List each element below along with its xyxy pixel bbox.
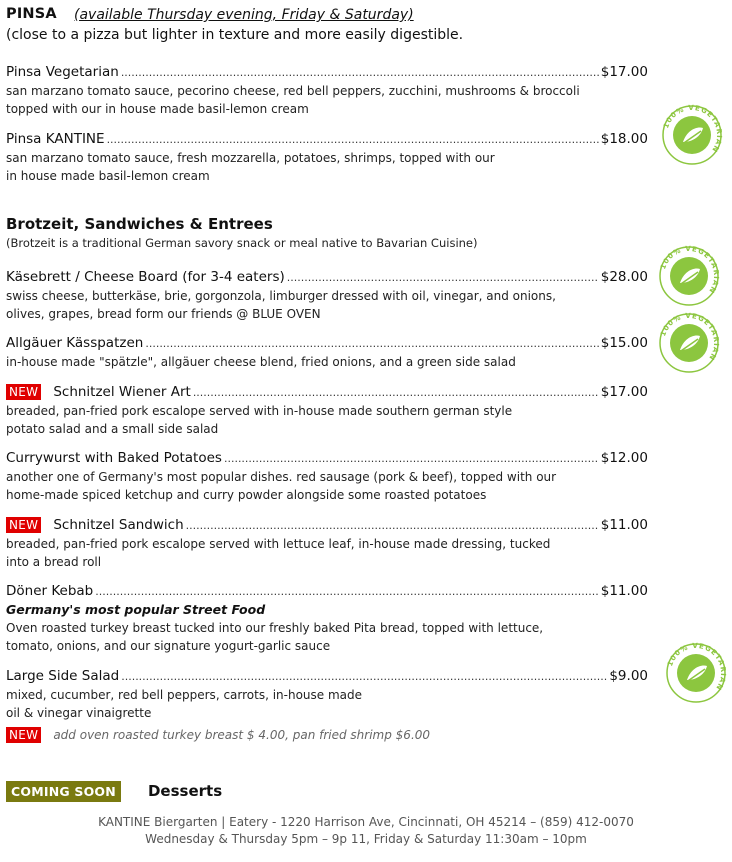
salad-addon <box>6 724 430 743</box>
menu-item-side-salad <box>6 668 648 684</box>
item-description: san marzano tomato sauce, fresh mozzarella, potatoes, shrimps, topped with our in house made basil-lemon cream <box>6 151 495 183</box>
item-name: Allgäuer Kässpatzen <box>6 335 144 351</box>
item-description: breaded, pan-fried pork escalope served with lettuce leaf, in-house made dressing, tucked into a bread roll <box>6 537 551 569</box>
menu-item-currywurst <box>6 450 648 466</box>
item-tagline: Germany's most popular Street Food <box>6 602 266 617</box>
pinsa-availability: (available Thursday evening, Friday & Saturday) <box>74 7 414 23</box>
item-description: breaded, pan-fried pork escalope served with in-house made southern german style potato salad and a small side salad <box>6 404 513 436</box>
item-description: in-house made "spätzle", allgäuer cheese blend, fried onions, and a green side salad <box>6 355 516 369</box>
menu-item-cheese-board <box>6 269 648 285</box>
item-description: san marzano tomato sauce, pecorino cheese, red bell peppers, zucchini, mushrooms & broccoli topped with our in house made basil-lemon cream <box>6 84 580 116</box>
item-price: $18.00 <box>600 131 648 147</box>
section-note: (Brotzeit is a traditional German savory snack or meal native to Bavarian Cuisine) <box>6 236 478 250</box>
pinsa-intro: (close to a pizza but lighter in texture and more easily digestible. <box>6 27 464 43</box>
item-name: Currywurst with Baked Potatoes <box>6 450 222 466</box>
item-price: $9.00 <box>609 668 648 684</box>
item-description: Oven roasted turkey breast tucked into our freshly baked Pita bread, topped with lettuce, tomato, onions, and our signature yogurt-garlic sauce <box>6 621 544 653</box>
section-title-brotzeit: Brotzeit, Sandwiches & Entrees <box>6 215 273 233</box>
item-name: Large Side Salad <box>6 668 120 684</box>
new-badge: NEW <box>6 384 41 400</box>
item-price: $12.00 <box>600 450 648 466</box>
vegetarian-badge-icon <box>658 245 720 307</box>
item-description: mixed, cucumber, red bell peppers, carrots, in-house made oil & vinegar vinaigrette <box>6 688 363 720</box>
new-badge: NEW <box>6 517 41 533</box>
item-name: Schnitzel Wiener Art <box>53 384 191 400</box>
item-price: $15.00 <box>600 335 648 351</box>
item-name: Schnitzel Sandwich <box>53 517 184 533</box>
item-name: Döner Kebab <box>6 583 94 599</box>
svg-text:100% VEGETARIAN: 100% VEGETARIAN <box>659 312 720 362</box>
item-price: $11.00 <box>600 583 648 599</box>
menu-item-schnitzel-sandwich <box>6 517 648 533</box>
item-price: $28.00 <box>600 269 648 285</box>
addon-text: add oven roasted turkey breast $ 4.00, pan fried shrimp $6.00 <box>53 728 431 742</box>
item-description: swiss cheese, butterkäse, brie, gorgonzola, limburger dressed with oil, vinegar, and onions, olives, grapes, bread form our friends @ BLUE OVEN <box>6 289 556 321</box>
item-description: another one of Germany's most popular dishes. red sausage (pork & beef), topped with our home-made spiced ketchup and curry powder alongside some roasted potatoes <box>6 470 557 502</box>
menu-item-kasspatzen <box>6 335 648 351</box>
coming-soon-row <box>6 781 222 800</box>
menu-item-schnitzel-wiener-art <box>6 384 648 400</box>
item-price: $11.00 <box>600 517 648 533</box>
item-name: Käsebrett / Cheese Board (for 3-4 eaters) <box>6 269 285 285</box>
vegetarian-badge-icon <box>661 104 723 166</box>
new-badge: NEW <box>6 727 41 743</box>
vegetarian-badge-icon <box>658 312 720 374</box>
svg-text:100% VEGETARIAN: 100% VEGETARIAN <box>662 104 723 154</box>
desserts-title: Desserts <box>147 782 223 800</box>
menu-item-pinsa-vegetarian <box>6 64 648 80</box>
item-price: $17.00 <box>600 384 648 400</box>
pinsa-title: PINSA <box>6 6 57 22</box>
footer-hours: Wednesday & Thursday 5pm – 9p 11, Friday & Saturday 11:30am – 10pm <box>145 832 587 846</box>
coming-soon-badge: COMING SOON <box>6 781 121 802</box>
footer-address: KANTINE Biergarten | Eatery - 1220 Harrison Ave, Cincinnati, OH 45214 – (859) 412-0070 <box>98 815 634 829</box>
svg-text:100% VEGETARIAN: 100% VEGETARIAN <box>659 245 720 295</box>
svg-text:100% VEGETARIAN: 100% VEGETARIAN <box>666 642 727 692</box>
menu-item-doner-kebab <box>6 583 648 599</box>
item-price: $17.00 <box>600 64 648 80</box>
vegetarian-badge-icon <box>665 642 727 704</box>
menu-item-pinsa-kantine <box>6 131 648 147</box>
item-name: Pinsa Vegetarian <box>6 64 119 80</box>
item-name: Pinsa KANTINE <box>6 131 105 147</box>
